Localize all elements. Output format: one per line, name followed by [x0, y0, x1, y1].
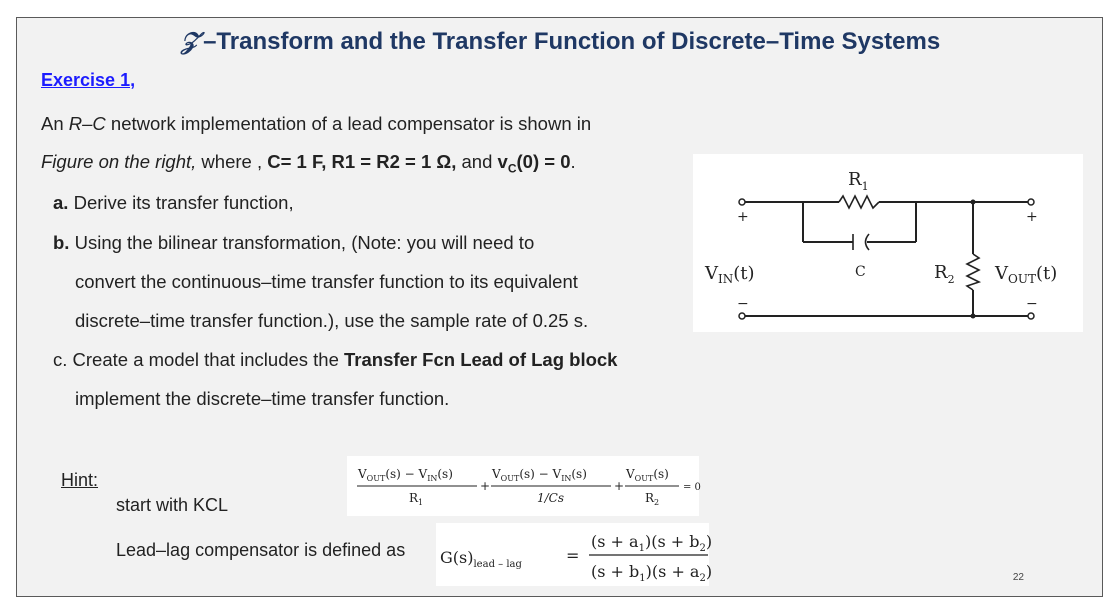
kcl-equation-svg	[347, 456, 699, 516]
r2-label: $R_2$	[934, 262, 955, 286]
item-c-line-1: c. Create a model that includes the Transfer Fcn Lead of Lag block	[53, 349, 618, 370]
vout-plus: +	[1026, 209, 1038, 225]
title-text: –Transform and the Transfer Function of Discrete–Time Systems	[203, 28, 941, 55]
circuit-diagram	[693, 154, 1083, 332]
kcl-num-3: $V_{OUT}(s)$	[626, 467, 669, 483]
item-a: a. Derive its transfer function,	[53, 192, 294, 213]
vin-plus: +	[737, 209, 749, 225]
vin-minus: −	[737, 296, 749, 312]
leadlag-den: $(s + b_1)(s + a_2)$	[591, 562, 713, 584]
kcl-equals-zero: = 0	[683, 482, 701, 493]
leadlag-equation-svg	[436, 523, 713, 586]
intro-line-1: An R–C network implementation of a lead compensator is shown in	[41, 113, 592, 134]
slide	[16, 17, 1103, 597]
intro-line-2: Figure on the right, where , C= 1 F, R1 = R2 = 1 Ω, and $v_C(0) = 0$.	[41, 151, 576, 176]
leadlag-lhs: $G(s)_{lead - lag}$	[440, 548, 522, 570]
vout-label: $V_{OUT}(t)$	[995, 263, 1058, 286]
kcl-plus-1: +	[480, 479, 491, 493]
vin-label: $V_{IN}(t)$	[705, 263, 755, 286]
page-number: 22	[1012, 572, 1024, 583]
capacitor	[853, 234, 869, 250]
leadlag-num: $(s + a_1)(s + b_2)$	[591, 532, 713, 554]
leadlag-text: Lead–lag compensator is defined as	[116, 540, 406, 560]
kcl-num-2: $V_{OUT}(s) - V_{IN}(s)$	[492, 467, 587, 483]
r1-label: $R_1$	[848, 169, 869, 193]
exercise-link[interactable]: Exercise 1,	[41, 70, 136, 90]
leadlag-equals: =	[566, 546, 580, 565]
kcl-equation	[347, 456, 699, 516]
kcl-den-1: $R_1$	[409, 491, 424, 507]
hint-label: Hint:	[61, 470, 99, 490]
item-b-line-2: convert the continuous–time transfer function to its equivalent	[75, 271, 578, 292]
circuit-figure	[693, 154, 1083, 332]
r1-resistor	[839, 196, 879, 208]
leadlag-equation	[436, 523, 713, 586]
kcl-den-3: $R_2$	[645, 491, 660, 507]
r2-resistor	[967, 254, 979, 290]
kcl-den-2: 1/Cs	[537, 491, 565, 505]
kcl-plus-2: +	[614, 479, 625, 493]
kcl-text: start with KCL	[116, 495, 229, 515]
item-c-line-2: implement the discrete–time transfer function.	[75, 388, 450, 409]
kcl-num-1: $V_{OUT}(s) - V_{IN}(s)$	[358, 467, 453, 483]
item-b-line-1: b. Using the bilinear transformation, (Note: you will need to	[53, 232, 535, 253]
z-symbol: 𝒵	[180, 26, 200, 55]
c-label: C	[855, 264, 866, 280]
item-b-line-3: discrete–time transfer function.), use the sample rate of 0.25 s.	[75, 310, 589, 331]
vout-minus: −	[1026, 296, 1038, 312]
page-title	[17, 26, 1104, 56]
terminals	[739, 199, 1034, 319]
